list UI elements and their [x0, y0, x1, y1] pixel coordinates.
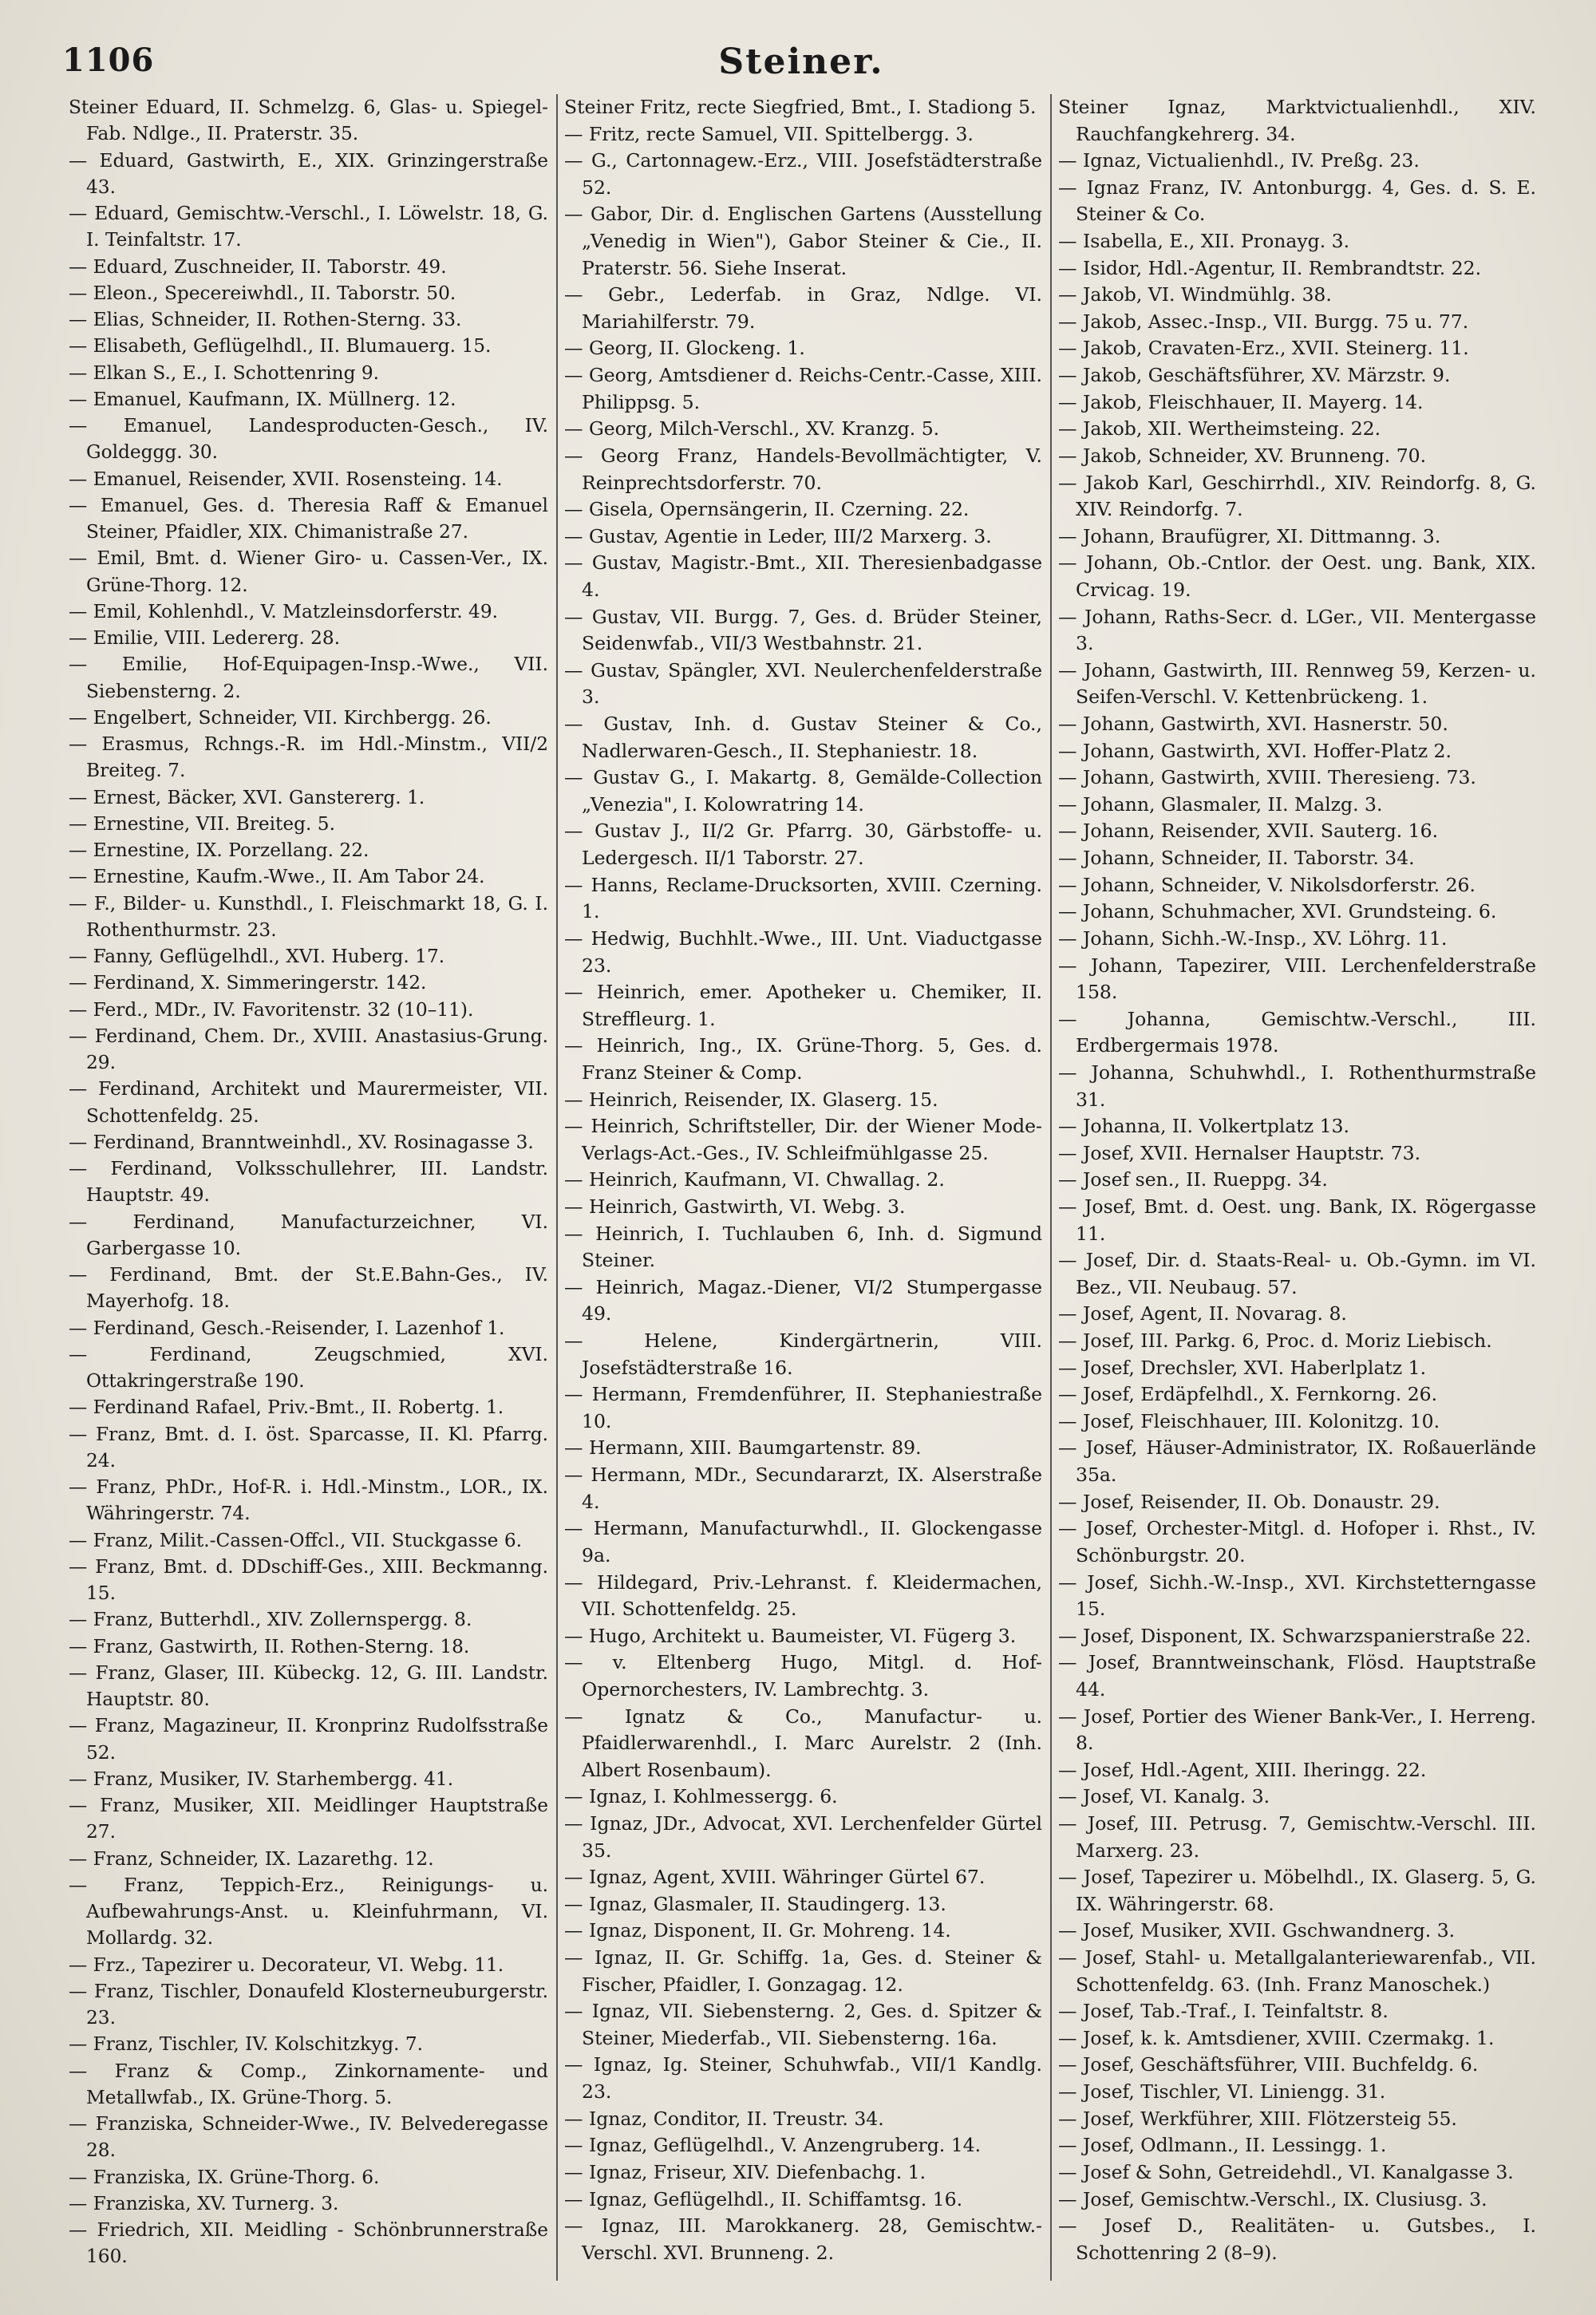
directory-entry: — Josef, Odlmann., II. Lessingg. 1.	[1058, 2134, 1387, 2157]
directory-entry: — Ignaz, Glasmaler, II. Staudingerg. 13.	[564, 1892, 946, 1915]
directory-entry: — Johanna, II. Volkertplatz 13.	[1058, 1115, 1349, 1138]
page-header	[62, 41, 1540, 86]
directory-entry: — Josef, Stahl- u. Metallgalanteriewarenfab., VII. Schottenfeldg. 63. (Inh. Franz Manoschek.)	[1058, 1946, 1536, 1996]
directory-entry: — Fanny, Geflügelhdl., XVI. Huberg. 17.	[69, 946, 445, 967]
directory-entry: — Ignaz, Conditor, II. Treustr. 34.	[564, 2107, 884, 2130]
directory-entry: — Jakob, Cravaten-Erz., XVII. Steinerg. 11.	[1058, 337, 1469, 360]
directory-entry: — Franz, Teppich-Erz., Reinigungs- u. Aufbewahrungs-Anst. u. Kleinfuhrmann, VI. Mollardg. 32.	[69, 1874, 548, 1950]
directory-entry: — Heinrich, Kaufmann, VI. Chwallag. 2.	[564, 1168, 945, 1191]
directory-entry: — Franziska, Schneider-Wwe., IV. Belvederegasse 28.	[69, 2113, 548, 2162]
running-head: Steiner.	[718, 41, 884, 82]
directory-entry: — Josef D., Realitäten- u. Gutsbes., I. Schottenring 2 (8–9).	[1058, 2214, 1536, 2264]
directory-entry: — Ferdinand, Gesch.-Reisender, I. Lazenhof 1.	[69, 1317, 505, 1339]
directory-entry: — Emanuel, Reisender, XVII. Rosensteing. 14.	[69, 468, 503, 490]
directory-entry: — Ignaz, VII. Siebensterng. 2, Ges. d. Spitzer & Steiner, Miederfab., VII. Siebensterng. 16a.	[564, 2000, 1042, 2049]
directory-entry: — Johann, Gastwirth, XVIII. Theresieng. 73.	[1058, 766, 1476, 789]
directory-entry: — Gustav, Magistr.-Bmt., XII. Theresienbadgasse 4.	[564, 551, 1042, 601]
directory-entry: Steiner Ignaz, Marktvictualienhdl., XIV. Rauchfangkehrerg. 34.	[1058, 96, 1536, 145]
column-2	[556, 94, 1050, 2281]
directory-entry: — Ignaz, III. Marokkanerg. 28, Gemischtw.-Verschl. XVI. Brunneng. 2.	[564, 2214, 1042, 2264]
directory-entry: — Heinrich, Gastwirth, VI. Webg. 3.	[564, 1195, 906, 1218]
directory-entry: — Franz, Magazineur, II. Kronprinz Rudolfsstraße 52.	[69, 1715, 548, 1764]
directory-entry: — Emanuel, Ges. d. Theresia Raff & Emanuel Steiner, Pfaidler, XIX. Chimanistraße 27.	[69, 494, 548, 543]
directory-entry: — Helene, Kindergärtnerin, VIII. Josefstädterstraße 16.	[564, 1329, 1042, 1379]
columns	[62, 94, 1545, 2281]
directory-entry: — Jakob, Fleischhauer, II. Mayerg. 14.	[1058, 390, 1424, 413]
directory-entry: — Gustav, Inh. d. Gustav Steiner & Co., Nadlerwaren-Gesch., II. Stephaniestr. 18.	[564, 713, 1042, 762]
directory-entry: — Josef, k. k. Amtsdiener, XVIII. Czermakg. 1.	[1058, 2026, 1495, 2049]
directory-entry: — Hanns, Reclame-Drucksorten, XVIII. Czerning. 1.	[564, 873, 1042, 923]
directory-entry: — Franziska, IX. Grüne-Thorg. 6.	[69, 2166, 380, 2188]
directory-entry: — Jakob Karl, Geschirrhdl., XIV. Reindorfg. 8, G. XIV. Reindorfg. 7.	[1058, 471, 1536, 521]
directory-entry: — Josef, Geschäftsführer, VIII. Buchfeldg. 6.	[1058, 2053, 1479, 2076]
directory-entry: — Franz, Gastwirth, II. Rothen-Sterng. 18.	[69, 1635, 470, 1657]
directory-entry: — Josef, Tischler, VI. Liniengg. 31.	[1058, 2080, 1386, 2104]
directory-entry: — Josef, Erdäpfelhdl., X. Fernkorng. 26.	[1058, 1383, 1438, 1406]
directory-entry: — Eduard, Gemischtw.-Verschl., I. Löwelstr. 18, G. I. Teinfaltstr. 17.	[69, 203, 548, 251]
directory-entry: — Ernest, Bäcker, XVI. Ganstererg. 1.	[69, 786, 425, 808]
directory-entry: — Frz., Tapezirer u. Decorateur, VI. Webg. 11.	[69, 1954, 504, 1976]
directory-entry: — Emil, Bmt. d. Wiener Giro- u. Cassen-Ver., IX. Grüne-Thorg. 12.	[69, 547, 548, 596]
directory-entry: — Ferdinand Rafael, Priv.-Bmt., II. Robertg. 1.	[69, 1397, 504, 1419]
directory-entry: — Franz, Glaser, III. Kübeckg. 12, G. III. Landstr. Hauptstr. 80.	[69, 1661, 548, 1710]
directory-entry: — Ferdinand, Volksschullehrer, III. Landstr. Hauptstr. 49.	[69, 1158, 548, 1207]
directory-entry: — Ferdinand, Architekt und Maurermeister, VII. Schottenfeldg. 25.	[69, 1078, 548, 1127]
directory-entry: — Heinrich, Schriftsteller, Dir. der Wiener Mode-Verlags-Act.-Ges., IV. Schleifmühlgasse 25.	[564, 1115, 1042, 1164]
directory-entry: — Emil, Kohlenhdl., V. Matzleinsdorferstr. 49.	[69, 600, 499, 622]
directory-entry: — Franz, Tischler, IV. Kolschitzkyg. 7.	[69, 2033, 424, 2056]
directory-entry: — Eduard, Zuschneider, II. Taborstr. 49.	[69, 255, 447, 278]
directory-entry: — Josef, Musiker, XVII. Gschwandnerg. 3.	[1058, 1919, 1456, 1942]
directory-entry: — Gebr., Lederfab. in Graz, Ndlge. VI. Mariahilferstr. 79.	[564, 283, 1042, 333]
directory-entry: — F., Bilder- u. Kunsthdl., I. Fleischmarkt 18, G. I. Rothenthurmstr. 23.	[69, 892, 548, 941]
directory-entry: — Ignatz & Co., Manufactur- u. Pfaidlerwarenhdl., I. Marc Aurelstr. 2 (Inh. Albert Rosenbaum).	[564, 1705, 1042, 1781]
directory-entry: — Johann, Reisender, XVII. Sauterg. 16.	[1058, 820, 1439, 843]
directory-entry: — Josef, Orchester-Mitgl. d. Hofoper i. Rhst., IV. Schönburgstr. 20.	[1058, 1517, 1536, 1566]
directory-entry: — G., Cartonnagew.-Erz., VIII. Josefstädterstraße 52.	[564, 149, 1042, 199]
directory-entry: — Josef, Reisender, II. Ob. Donaustr. 29.	[1058, 1490, 1440, 1513]
directory-entry: — Elkan S., E., I. Schottenring 9.	[69, 361, 380, 384]
directory-entry: — v. Eltenberg Hugo, Mitgl. d. Hof-Opernorchesters, IV. Lambrechtg. 3.	[564, 1651, 1042, 1701]
directory-entry: — Ferdinand, Chem. Dr., XVIII. Anastasius-Grung. 29.	[69, 1025, 548, 1073]
directory-entry: — Heinrich, Ing., IX. Grüne-Thorg. 5, Ges. d. Franz Steiner & Comp.	[564, 1034, 1042, 1084]
directory-entry: — Ignaz, Geflügelhdl., V. Anzengruberg. 14.	[564, 2134, 982, 2157]
directory-entry: — Johann, Schneider, II. Taborstr. 34.	[1058, 847, 1415, 870]
directory-entry: — Josef, Sichh.-W.-Insp., XVI. Kirchstetterngasse 15.	[1058, 1570, 1536, 1621]
directory-entry: — Georg, II. Glockeng. 1.	[564, 337, 805, 360]
directory-entry: — Josef, Tab.-Traf., I. Teinfaltstr. 8.	[1058, 2000, 1389, 2023]
directory-entry: — Josef, Gemischtw.-Verschl., IX. Clusiusg. 3.	[1058, 2187, 1487, 2210]
directory-entry: — Johann, Schuhmacher, XVI. Grundsteing. 6.	[1058, 900, 1497, 923]
directory-entry: — Gustav, Spängler, XVI. Neulerchenfelderstraße 3.	[564, 658, 1042, 709]
directory-entry: — Georg, Amtsdiener d. Reichs-Centr.-Casse, XIII. Philippsg. 5.	[564, 364, 1042, 413]
directory-entry: — Emanuel, Kaufmann, IX. Müllnerg. 12.	[69, 388, 456, 410]
directory-entry: — Heinrich, Magaz.-Diener, VI/2 Stumpergasse 49.	[564, 1275, 1042, 1325]
directory-entry: — Eleon., Specereiwhdl., II. Taborstr. 50.	[69, 282, 456, 304]
directory-entry: — Emilie, VIII. Ledererg. 28.	[69, 627, 341, 649]
directory-entry: — Hedwig, Buchhlt.-Wwe., III. Unt. Viaductgasse 23.	[564, 926, 1042, 977]
directory-entry: — Johann, Sichh.-W.-Insp., XV. Löhrg. 11.	[1058, 926, 1448, 950]
directory-entry: — Gustav, VII. Burgg. 7, Ges. d. Brüder Steiner, Seidenwfab., VII/3 Westbahnstr. 21.	[564, 605, 1042, 655]
directory-entry: — Ignaz, Friseur, XIV. Diefenbachg. 1.	[564, 2160, 926, 2183]
directory-entry: — Franz, Tischler, Donaufeld Klosterneuburgerstr. 23.	[69, 1980, 548, 2029]
directory-entry: — Hermann, Fremdenführer, II. Stephaniestraße 10.	[564, 1383, 1042, 1432]
directory-entry: — Georg Franz, Handels-Bevollmächtigter, V. Reinprechtsdorferstr. 70.	[564, 444, 1042, 494]
directory-entry: — Isidor, Hdl.-Agentur, II. Rembrandtstr. 22.	[1058, 256, 1482, 279]
directory-entry: Steiner Fritz, recte Siegfried, Bmt., I. Stadiong 5.	[564, 96, 1037, 118]
directory-entry: — Jakob, VI. Windmühlg. 38.	[1058, 283, 1332, 306]
directory-entry: — Ignaz, Geflügelhdl., II. Schiffamtsg. 16.	[564, 2187, 963, 2210]
directory-entry: — Ferdinand, Branntweinhdl., XV. Rosinagasse 3.	[69, 1131, 534, 1153]
directory-entry: — Josef, Werkführer, XIII. Flötzersteig 55.	[1058, 2107, 1457, 2130]
directory-entry: — Franz, Musiker, IV. Starhembergg. 41.	[69, 1768, 454, 1790]
directory-entry: — Emanuel, Landesproducten-Gesch., IV. Goldeggg. 30.	[69, 415, 548, 464]
directory-entry: — Ignaz, II. Gr. Schiffg. 1a, Ges. d. Steiner & Fischer, Pfaidler, I. Gonzagag. 12.	[564, 1946, 1042, 1996]
directory-entry: — Josef, Tapezirer u. Möbelhdl., IX. Glaserg. 5, G. IX. Währingerstr. 68.	[1058, 1866, 1536, 1915]
directory-entry: — Elias, Schneider, II. Rothen-Sterng. 33.	[69, 309, 462, 330]
directory-entry: — Johanna, Gemischtw.-Verschl., III. Erdbergermais 1978.	[1058, 1007, 1536, 1057]
directory-entry: — Josef & Sohn, Getreidehdl., VI. Kanalgasse 3.	[1058, 2160, 1514, 2183]
directory-entry: — Josef, Hdl.-Agent, XIII. Iheringg. 22.	[1058, 1758, 1427, 1781]
directory-entry: — Josef, III. Petrusg. 7, Gemischtw.-Verschl. III. Marxerg. 23.	[1058, 1812, 1536, 1862]
directory-entry: — Josef, Disponent, IX. Schwarzspanierstraße 22.	[1058, 1624, 1531, 1647]
directory-entry: — Elisabeth, Geflügelhdl., II. Blumauerg. 15.	[69, 335, 492, 358]
directory-entry: — Gabor, Dir. d. Englischen Gartens (Ausstellung „Venedig in Wien"), Gabor Steiner & Cie., II. Praterstr. 56. Siehe Inserat.	[564, 203, 1042, 279]
directory-entry: — Josef, Agent, II. Novarag. 8.	[1058, 1302, 1347, 1325]
directory-entry: — Ernestine, VII. Breiteg. 5.	[69, 812, 335, 835]
directory-entry: — Ignaz, Agent, XVIII. Währinger Gürtel 67.	[564, 1866, 986, 1889]
directory-entry: — Isabella, E., XII. Pronayg. 3.	[1058, 230, 1350, 253]
directory-entry: — Josef, Bmt. d. Oest. ung. Bank, IX. Rögergasse 11.	[1058, 1195, 1536, 1245]
directory-entry: — Fritz, recte Samuel, VII. Spittelbergg. 3.	[564, 122, 974, 145]
directory-entry: — Johann, Tapezirer, VIII. Lerchenfelderstraße 158.	[1058, 954, 1536, 1004]
directory-entry: — Ignaz, I. Kohlmessergg. 6.	[564, 1785, 838, 1808]
directory-entry: — Georg, Milch-Verschl., XV. Kranzg. 5.	[564, 417, 940, 440]
directory-entry: — Heinrich, Reisender, IX. Glaserg. 15.	[564, 1088, 938, 1111]
directory-entry: — Franz, PhDr., Hof-R. i. Hdl.-Minstm., LOR., IX. Währingerstr. 74.	[69, 1476, 548, 1525]
directory-entry: — Josef, Branntweinschank, Flösd. Hauptstraße 44.	[1058, 1651, 1536, 1701]
directory-entry: — Heinrich, emer. Apotheker u. Chemiker, II. Streffleurg. 1.	[564, 981, 1042, 1030]
directory-entry: — Ferd., MDr., IV. Favoritenstr. 32 (10–11).	[69, 998, 474, 1021]
directory-entry: — Gustav J., II/2 Gr. Pfarrg. 30, Gärbstoffe- u. Ledergesch. II/1 Taborstr. 27.	[564, 820, 1042, 870]
directory-entry: — Jakob, Assec.-Insp., VII. Burgg. 75 u. 77.	[1058, 310, 1469, 333]
directory-entry: — Gisela, Opernsängerin, II. Czerning. 22.	[564, 498, 970, 521]
directory-entry: — Franz, Milit.-Cassen-Offcl., VII. Stuckgasse 6.	[69, 1529, 523, 1551]
directory-entry: — Emilie, Hof-Equipagen-Insp.-Wwe., VII. Siebensterng. 2.	[69, 654, 548, 702]
directory-entry: — Josef, Häuser-Administrator, IX. Roßauerlände 35a.	[1058, 1436, 1536, 1487]
directory-entry: — Franz, Bmt. d. DDschiff-Ges., XIII. Beckmanng. 15.	[69, 1555, 548, 1604]
directory-entry: — Ignaz, Victualienhdl., IV. Preßg. 23.	[1058, 149, 1420, 172]
directory-entry: — Ferdinand, Bmt. der St.E.Bahn-Ges., IV. Mayerhofg. 18.	[69, 1264, 548, 1313]
directory-entry: — Johann, Gastwirth, XVI. Hoffer-Platz 2.	[1058, 739, 1452, 762]
directory-entry: — Hermann, XIII. Baumgartenstr. 89.	[564, 1436, 922, 1460]
directory-entry: — Josef, III. Parkg. 6, Proc. d. Moriz Liebisch.	[1058, 1329, 1492, 1353]
directory-entry: — Erasmus, Rchngs.-R. im Hdl.-Minstm., VII/2 Breiteg. 7.	[69, 733, 548, 782]
directory-entry: — Johann, Schneider, V. Nikolsdorferstr. 26.	[1058, 873, 1476, 896]
directory-entry: — Franz, Musiker, XII. Meidlinger Hauptstraße 27.	[69, 1795, 548, 1843]
directory-entry: — Friedrich, XII. Meidling - Schönbrunnerstraße 160.	[69, 2219, 548, 2268]
directory-entry: — Franz, Schneider, IX. Lazarethg. 12.	[69, 1847, 434, 1870]
directory-entry: — Gustav, Agentie in Leder, III/2 Marxerg. 3.	[564, 524, 992, 547]
directory-entry: — Engelbert, Schneider, VII. Kirchbergg. 26.	[69, 706, 492, 729]
column-3	[1050, 94, 1544, 2281]
column-1	[62, 94, 556, 2281]
directory-entry: — Hermann, Manufacturwhdl., II. Glockengasse 9a.	[564, 1517, 1042, 1566]
directory-entry: — Ernestine, IX. Porzellang. 22.	[69, 839, 369, 861]
directory-entry: — Johann, Raths-Secr. d. LGer., VII. Mentergasse 3.	[1058, 605, 1536, 655]
directory-entry: — Ignaz Franz, IV. Antonburgg. 4, Ges. d. S. E. Steiner & Co.	[1058, 176, 1536, 226]
directory-entry: — Jakob, Schneider, XV. Brunneng. 70.	[1058, 444, 1427, 467]
directory-entry: — Johann, Gastwirth, XVI. Hasnerstr. 50.	[1058, 713, 1448, 736]
directory-entry: — Franziska, XV. Turnerg. 3.	[69, 2192, 339, 2214]
directory-entry: — Ferdinand, Manufacturzeichner, VI. Garbergasse 10.	[69, 1211, 548, 1259]
directory-entry: — Johann, Braufügrer, XI. Dittmanng. 3.	[1058, 524, 1441, 547]
directory-entry: — Ernestine, Kaufm.-Wwe., II. Am Tabor 24.	[69, 866, 485, 888]
directory-entry: — Hermann, MDr., Secundararzt, IX. Alserstraße 4.	[564, 1464, 1042, 1513]
directory-entry: — Josef, VI. Kanalg. 3.	[1058, 1785, 1270, 1808]
directory-entry: — Ignaz, Disponent, II. Gr. Mohreng. 14.	[564, 1919, 951, 1942]
directory-entry: — Josef sen., II. Rueppg. 34.	[1058, 1168, 1328, 1191]
directory-entry: — Johann, Gastwirth, III. Rennweg 59, Kerzen- u. Seifen-Verschl. V. Kettenbrückeng. 1.	[1058, 658, 1536, 709]
page-number: 1106	[62, 41, 155, 79]
directory-entry: — Josef, Dir. d. Staats-Real- u. Ob.-Gymn. im VI. Bez., VII. Neubaug. 57.	[1058, 1249, 1536, 1298]
directory-entry: — Johann, Glasmaler, II. Malzg. 3.	[1058, 792, 1383, 816]
directory-entry: — Ferdinand, X. Simmeringerstr. 142.	[69, 972, 427, 994]
directory-entry: — Johann, Ob.-Cntlor. der Oest. ung. Bank, XIX. Crvicag. 19.	[1058, 551, 1536, 601]
directory-entry: — Johanna, Schuhwhdl., I. Rothenthurmstraße 31.	[1058, 1061, 1536, 1111]
directory-entry: — Eduard, Gastwirth, E., XIX. Grinzingerstraße 43.	[69, 149, 548, 198]
directory-entry: — Franz & Comp., Zinkornamente- und Metallwfab., IX. Grüne-Thorg. 5.	[69, 2060, 548, 2108]
directory-entry: — Heinrich, I. Tuchlauben 6, Inh. d. Sigmund Steiner.	[564, 1222, 1042, 1272]
directory-entry: — Franz, Butterhdl., XIV. Zollernspergg. 8.	[69, 1609, 472, 1631]
directory-entry: — Josef, XVII. Hernalser Hauptstr. 73.	[1058, 1141, 1421, 1164]
directory-entry: — Hugo, Architekt u. Baumeister, VI. Fügerg 3.	[564, 1624, 1017, 1647]
directory-entry: — Jakob, XII. Wertheimsteing. 22.	[1058, 417, 1381, 440]
directory-entry: — Josef, Fleischhauer, III. Kolonitzg. 10.	[1058, 1409, 1440, 1432]
directory-entry: — Ignaz, JDr., Advocat, XVI. Lerchenfelder Gürtel 35.	[564, 1812, 1042, 1862]
directory-entry: Steiner Eduard, II. Schmelzg. 6, Glas- u. Spiegel-Fab. Ndlge., II. Praterstr. 35.	[69, 97, 548, 145]
directory-entry: — Josef, Portier des Wiener Bank-Ver., I. Herreng. 8.	[1058, 1705, 1536, 1755]
directory-entry: — Franz, Bmt. d. I. öst. Sparcasse, II. Kl. Pfarrg. 24.	[69, 1423, 548, 1472]
directory-entry: — Ferdinand, Zeugschmied, XVI. Ottakringerstraße 190.	[69, 1343, 548, 1392]
directory-entry: — Jakob, Geschäftsführer, XV. Märzstr. 9.	[1058, 364, 1451, 387]
directory-entry: — Ignaz, Ig. Steiner, Schuhwfab., VII/1 Kandlg. 23.	[564, 2053, 1042, 2104]
directory-entry: — Hildegard, Priv.-Lehranst. f. Kleidermachen, VII. Schottenfeldg. 25.	[564, 1570, 1042, 1621]
directory-entry: — Josef, Drechsler, XVI. Haberlplatz 1.	[1058, 1356, 1427, 1379]
directory-entry: — Gustav G., I. Makartg. 8, Gemälde-Collection „Venezia", I. Kolowratring 14.	[564, 766, 1042, 816]
